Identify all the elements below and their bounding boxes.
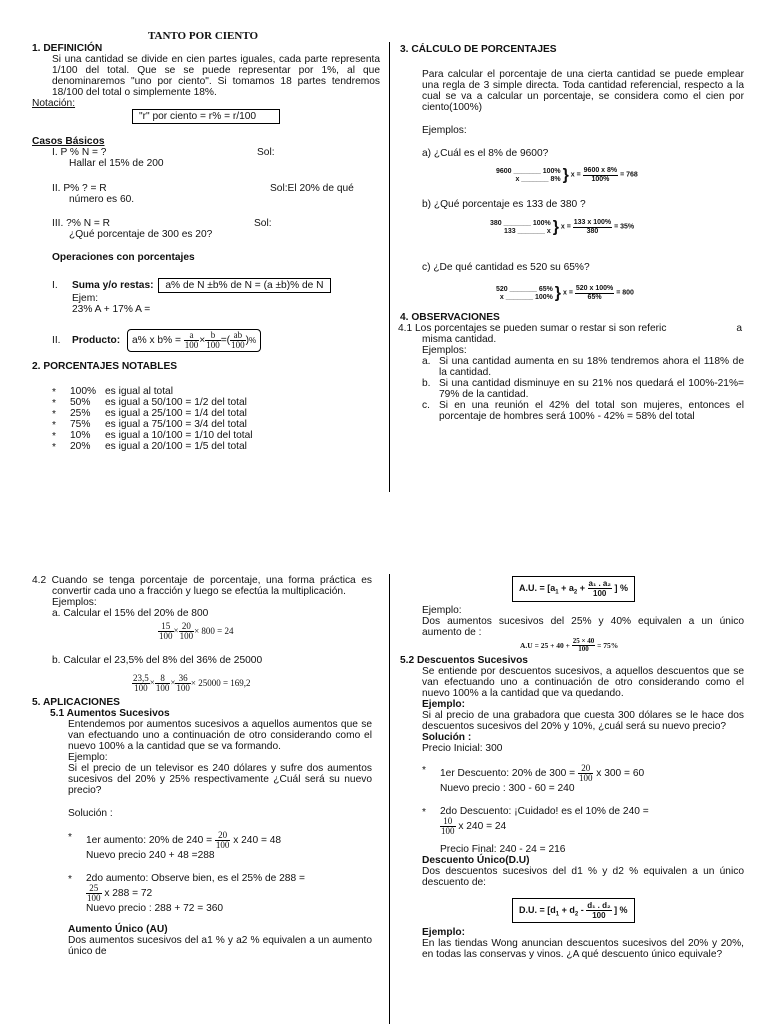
example-4-2-a: a. Calcular el 15% del 20% de 800 xyxy=(52,608,209,619)
au-calc-num: 25 × 40 xyxy=(572,636,595,645)
example-a-row-1: 9600 _______ 100% xyxy=(496,167,561,175)
descuento-1-num: 20 xyxy=(578,764,594,774)
section-4-heading: 4. OBSERVACIONES xyxy=(400,312,500,323)
au-formula-den: 100 xyxy=(593,589,607,598)
du-formula-a: D.U. = [d xyxy=(519,904,556,915)
example-c-row-2: x _______ 100% xyxy=(499,293,553,301)
notable-item xyxy=(52,386,380,397)
descuento-1-result: x 300 = 60 xyxy=(596,767,645,779)
section-5-heading: 5. APLICACIONES xyxy=(32,697,120,708)
example-a-num: 9600 x 8% xyxy=(583,167,618,174)
ex42a-d2: 100 xyxy=(179,631,194,641)
notacion-label: Notación: xyxy=(32,98,76,109)
notable-percent: 10% xyxy=(70,430,91,441)
notable-item xyxy=(52,397,380,408)
section-5-2-heading: 5.2 Descuentos Sucesivos xyxy=(400,654,528,666)
example-a-rule: 9600 _______ 100% x _______ 8% } x = $\frac{9600 x 8\%}{100\%}$ = 768 xyxy=(496,166,638,184)
aumento-2-den: 100 xyxy=(87,893,101,903)
obs-4-1-continued: misma cantidad. xyxy=(422,334,497,345)
example-c-den: 65% xyxy=(587,294,602,301)
descuento-1-line: 1er Descuento: 20% de 300 = xyxy=(440,767,576,779)
aumento-unico-heading: Aumento Único (AU) xyxy=(68,924,168,935)
notable-text: es igual a 20/100 = 1/5 del total xyxy=(105,441,247,452)
caso-2-sol: Sol:El 20% de qué xyxy=(270,183,354,194)
section-1-text: Si una cantidad se divide en cien partes iguales, cada parte representa 1/100 del total. Que se se puede representar por 1%, al que denominaremos "uno por ciento". Si tomamos 18 partes tendremos 18/100 del total o simplemente 18%. xyxy=(52,54,380,98)
obs-4-1-end: a xyxy=(736,323,742,334)
descuento-1-item xyxy=(422,764,744,794)
section-5-2-solucion: Solución : xyxy=(422,731,472,743)
notable-text: es igual a 50/100 = 1/2 del total xyxy=(105,397,247,408)
example-a-den: 100% xyxy=(591,176,610,183)
au-example: Dos aumentos sucesivos del 25% y 40% equivalen a un único aumento de : xyxy=(422,615,744,638)
example-4-2-b: b. Calcular el 23,5% del 8% del 36% de 25000 xyxy=(52,655,263,666)
aumento-2-line: * 2do aumento: Observe bien, es el 25% de 288 = xyxy=(86,873,305,884)
op-2-box: a% x b% = $\frac{a}{100}$ × $\frac{b}{100}$ =( $\frac{ab}{100}$ )% xyxy=(127,329,261,352)
observation-text: Si en una reunión el 42% del total son mujeres, entonces el porcentaje de hombres será 100% - 42% = 58% del total xyxy=(439,400,744,422)
notable-item xyxy=(52,441,380,452)
example-4-2-b-calc: $\frac{23,5}{100}$ × $\frac{8}{100}$ × $\frac{36}{100}$ × 25000 = 169,2 xyxy=(133,673,251,693)
op2-frac-ab-num: ab xyxy=(230,331,246,341)
notable-percent: 75% xyxy=(70,419,91,430)
ex42b-d1: 100 xyxy=(134,683,148,693)
caso-1-formula: I. P % N = ? xyxy=(52,147,107,158)
op2-frac-ab-den: 100 xyxy=(231,340,245,350)
op2-pct: % xyxy=(248,336,257,346)
example-b-question: b) ¿Qué porcentaje es 133 de 380 ? xyxy=(422,199,586,210)
example-b-eq: x = xyxy=(560,223,571,231)
notable-percent: 100% xyxy=(70,386,97,397)
observations-list xyxy=(422,356,744,422)
ex42b-n1: 23,5 xyxy=(133,673,149,683)
aumento-2-item xyxy=(68,873,372,914)
observation-letter: a. xyxy=(422,356,431,367)
caso-3-sol: Sol: xyxy=(254,218,272,229)
caso-2-formula: II. P% ? = R xyxy=(52,183,107,194)
descuento-2-num: 10 xyxy=(440,817,456,827)
descuento-2-item xyxy=(422,806,744,836)
op-1-name: Suma y/o restas: xyxy=(72,280,154,291)
example-b-row-2: 133 _______ x xyxy=(504,227,551,235)
section-5-1-heading: 5.1 Aumentos Sucesivos xyxy=(50,708,170,719)
aumento-unico-text: Dos aumentos sucesivos del a1 % y a2 % equivalen a un aumento único de xyxy=(68,935,372,957)
right-column-top xyxy=(400,44,744,422)
au-formula-a: A.U. = [a xyxy=(519,582,556,593)
du-formula-den: 100 xyxy=(592,910,606,920)
observation-item xyxy=(422,356,744,378)
observation-text: Si una cantidad aumenta en su 18% tendremos ahora el 118% de la cantidad. xyxy=(439,356,744,378)
example-b-num: 133 x 100% xyxy=(573,219,612,226)
notable-percent: 25% xyxy=(70,408,91,419)
aumento-1-item xyxy=(68,831,372,861)
ex42b-res: × 25000 = 169,2 xyxy=(190,678,251,688)
example-c-rule: 520 _______ 65% x _______ 100% } x = $\frac{520 x 100\%}{65\%}$ = 800 xyxy=(496,284,634,302)
aumento-1-den: 100 xyxy=(215,840,230,850)
ex42a-res: × 800 = 24 xyxy=(194,626,234,636)
notable-percent: 50% xyxy=(70,397,91,408)
example-c-result: = 800 xyxy=(616,289,634,297)
op-2-label: II. xyxy=(52,335,61,347)
op-1-box: a% de N ±b% de N = (a ±b)% de N xyxy=(158,278,330,293)
section-3-ejemplos: Ejemplos: xyxy=(422,125,467,136)
op-2-box-text: a% x b% = xyxy=(131,335,181,347)
aumento-2-num: 25 xyxy=(86,884,102,894)
left-column-bottom xyxy=(32,575,372,957)
aumento-1-result: x 240 = 48 xyxy=(233,835,282,847)
aumento-1-line: 1er aumento: 20% de 240 = xyxy=(86,835,213,847)
au-calc-a: A.U = 25 + 40 + xyxy=(520,640,570,650)
notable-percent: 20% xyxy=(70,441,91,452)
au-formula-num: a₁ . a₂ xyxy=(588,579,611,588)
section-5-1-example: Si el precio de un televisor es 240 dólares y sufre dos aumentos sucesivos del 20% y 25% respectivamente ¿Cuál será su nuevo precio? xyxy=(68,763,372,796)
example-b-row-1: 380 _______ 100% xyxy=(490,219,551,227)
au-calc xyxy=(520,638,744,653)
example-c-eq: x = xyxy=(562,289,573,297)
caso-1-text: Hallar el 15% de 200 xyxy=(69,158,164,169)
ex42b-n2: 8 xyxy=(155,674,171,684)
observation-text: Si una cantidad disminuye en su 21% nos quedará el 100%-21%= 79% de la cantidad. xyxy=(439,378,744,400)
section-5-1-ejemplo: Ejemplo: xyxy=(68,752,108,763)
aumento-2-new-price: Nuevo precio : 288 + 72 = 360 xyxy=(86,903,224,914)
aumento-1-new-price: Nuevo precio 240 + 48 =288 xyxy=(86,850,215,861)
descuento-1-den: 100 xyxy=(578,772,593,783)
op2-frac-b-den: 100 xyxy=(206,340,220,350)
du-formula-b: + d xyxy=(559,904,575,915)
example-a-eq: x = xyxy=(570,171,581,179)
descuento-unico-heading: Descuento Único(D.U) xyxy=(422,854,530,866)
example-a-question: a) ¿Cuál es el 8% de 9600? xyxy=(422,148,549,159)
au-formula-box: A.U. = [$a_1 + a_2$ + $\frac{\text{a₁ . a₂}}{100}$ ] % xyxy=(512,576,635,602)
caso-3-text: ¿Qué porcentaje de 300 es 20? xyxy=(69,229,213,240)
section-5-2-ejemplo: Ejemplo: xyxy=(422,698,466,710)
notable-item xyxy=(52,419,380,430)
descuento-2-line: * 2do Descuento: ¡Cuidado! es el 10% de 240 = xyxy=(440,805,649,817)
du-ejemplo: Ejemplo: xyxy=(422,927,466,939)
example-a-row-2: x _______ 8% xyxy=(515,175,561,183)
au-formula-c: + xyxy=(577,582,585,593)
notable-item xyxy=(52,430,380,441)
page-title: TANTO POR CIENTO xyxy=(148,30,259,42)
op-1-ejem: Ejem: xyxy=(72,293,99,304)
notable-text: es igual a 25/100 = 1/4 del total xyxy=(105,408,247,419)
ex42b-d2: 100 xyxy=(155,683,170,693)
ex42a-n2: 20 xyxy=(179,622,195,632)
op2-frac-a-num: a xyxy=(184,331,200,341)
au-formula-end: ] % xyxy=(614,582,628,593)
op-2-name: Producto: xyxy=(72,335,121,347)
du-formula-num: d₁ . d₂ xyxy=(587,900,611,910)
column-divider-bottom xyxy=(389,574,390,1024)
du-formula-end: ] % xyxy=(614,904,628,915)
operaciones-heading: Operaciones con porcentajes xyxy=(52,252,195,263)
au-ejemplo: Ejemplo: xyxy=(422,604,462,616)
section-5-2-text: Se entiende por descuentos sucesivos, a aquellos descuentos que se van efectuando uno a continuación de otro considerando como el nuevo 100% a la cantidad que va quedando. xyxy=(422,665,744,699)
ex42a-n1: 15 xyxy=(158,622,174,632)
observation-item xyxy=(422,400,744,422)
column-divider-top xyxy=(389,42,390,492)
ex42b-d3: 100 xyxy=(176,683,190,693)
aumento-2-result: x 288 = 72 xyxy=(104,888,153,900)
section-3-text: Para calcular el porcentaje de una cierta cantidad se puede emplear una regla de 3 simple directa. Toda cantidad referencial, respecto a la cual se va a calcular un porcentaje, se considera como el cien por ciento(100%) xyxy=(422,69,744,113)
descuento-unico-text: Dos descuentos sucesivos del d1 % y d2 % equivalen a un único descuento de: xyxy=(422,865,744,888)
example-b-rule: 380 _______ 100% 133 _______ x } x = $\frac{133 x 100\%}{380}$ = 35% xyxy=(490,218,635,236)
descuento-1-new-price: Nuevo precio : 300 - 60 = 240 xyxy=(440,782,575,794)
right-column-bottom xyxy=(400,576,744,960)
precio-inicial: Precio Inicial: 300 xyxy=(422,742,503,754)
section-5-1-solucion: Solución : xyxy=(68,808,113,819)
descuento-2-result: x 240 = 24 xyxy=(458,820,507,832)
aumento-1-num: 20 xyxy=(215,831,231,841)
caso-2-text: número es 60. xyxy=(69,194,135,205)
op2-frac-a-den: 100 xyxy=(184,340,199,350)
au-formula-b: + a xyxy=(558,582,574,593)
du-formula-box: D.U. = [$d_1 + d_2$ - $\frac{\text{d₁ . d₂}}{100}$ ] % xyxy=(512,898,635,924)
example-c-num: 520 x 100% xyxy=(575,285,614,292)
example-4-2-a-calc: $\frac{15}{100}$ × $\frac{20}{100}$ × 800 = 24 xyxy=(159,621,234,641)
left-column-top xyxy=(32,43,380,452)
section-5-2-example: Si al precio de una grabadora que cuesta 300 dólares se le hace dos descuentos sucesivos del 20% y 10%, ¿cuál será su nuevo precio? xyxy=(422,709,744,732)
obs-4-2-text: 4.2 Cuando se tenga porcentaje de porcentaje, una forma práctica es convertir cada uno a fracción y luego se efectúa la multiplicación. xyxy=(32,575,372,597)
op-1-example: 23% A + 17% A = xyxy=(72,304,151,315)
au-calc-den: 100 xyxy=(578,644,589,653)
section-1-heading: 1. DEFINICIÓN xyxy=(32,43,103,54)
obs-4-2-ejemplos: Ejemplos: xyxy=(52,597,97,608)
observation-letter: c. xyxy=(422,400,430,411)
ex42a-d1: 100 xyxy=(159,631,173,641)
section-2-heading: 2. PORCENTAJES NOTABLES xyxy=(32,361,178,372)
au-calc-res: = 75% xyxy=(597,640,619,650)
section-5-1-text: Entendemos por aumentos sucesivos a aquellos aumentos que se van efectuando uno a continuación de otro considerando como el nuevo 100% a la cantidad que se va formando. xyxy=(68,719,372,752)
notables-list xyxy=(52,386,380,452)
observation-letter: b. xyxy=(422,378,431,389)
example-a-result: = 768 xyxy=(620,171,638,179)
caso-3-formula: III. ?% N = R xyxy=(52,218,111,229)
observation-item xyxy=(422,378,744,400)
notable-text: es igual a 10/100 = 1/10 del total xyxy=(105,430,253,441)
casos-basicos-heading: Casos Básicos xyxy=(32,136,105,147)
example-b-result: = 35% xyxy=(614,223,635,231)
descuento-2-den: 100 xyxy=(441,825,455,836)
notable-text: es igual a 75/100 = 3/4 del total xyxy=(105,419,247,430)
section-3-heading: 3. CÁLCULO DE PORCENTAJES xyxy=(400,44,557,55)
notacion-box: "r" por ciento = r% = r/100 xyxy=(132,109,280,124)
example-c-question: c) ¿De qué cantidad es 520 su 65%? xyxy=(422,262,590,273)
obs-4-1-text: 4.1 Los porcentajes se pueden sumar o restar si son referic xyxy=(398,323,667,334)
du-example: En las tiendas Wong anuncian descuentos sucesivos del 20% y 20%, en todas las conservas y vinos. ¿A qué descuento único equivale? xyxy=(422,938,744,961)
du-formula-c: - xyxy=(578,904,584,915)
notable-item xyxy=(52,408,380,419)
ex42b-n3: 36 xyxy=(175,674,191,684)
precio-final: Precio Final: 240 - 24 = 216 xyxy=(440,843,566,855)
example-b-den: 380 xyxy=(586,228,599,235)
notable-text: es igual al total xyxy=(105,386,173,397)
caso-1-sol: Sol: xyxy=(257,147,275,158)
op2-frac-b-num: b xyxy=(205,331,221,341)
example-c-row-1: 520 _______ 65% xyxy=(496,285,553,293)
op-1-label: I. xyxy=(52,280,58,291)
obs-ejemplos: Ejemplos: xyxy=(422,345,467,356)
